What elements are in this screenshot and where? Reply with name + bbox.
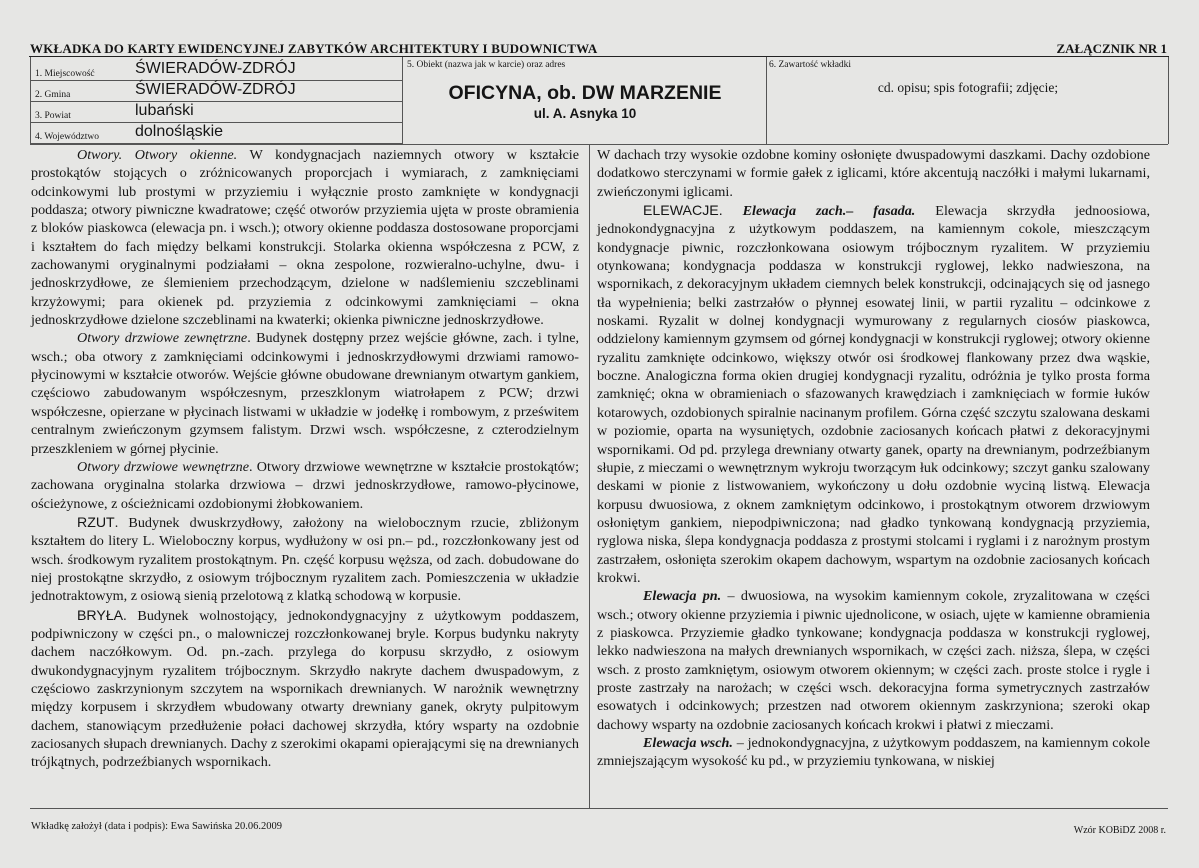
box-border bbox=[30, 57, 31, 144]
section-title: ELEWACJE. bbox=[643, 202, 723, 219]
paragraph-interior-doors bbox=[31, 458, 579, 513]
field-label: 2. Gmina bbox=[35, 90, 71, 100]
field-label: 1. Miejscowość bbox=[35, 69, 95, 79]
field-district bbox=[30, 102, 402, 123]
field-label: 3. Powiat bbox=[35, 111, 71, 121]
box-border bbox=[30, 808, 1168, 809]
box-border bbox=[402, 57, 403, 144]
paragraph-plan bbox=[31, 513, 579, 606]
paragraph-north-elevation bbox=[597, 587, 1150, 734]
paragraph-west-elevation bbox=[597, 201, 1150, 587]
object-name: OFICYNA, ob. DW MARZENIE bbox=[448, 82, 722, 104]
field-label: 4. Województwo bbox=[35, 132, 99, 142]
section-title: Elewacja wsch. bbox=[643, 735, 733, 751]
section-title: Otwory. bbox=[77, 147, 123, 163]
field-commune bbox=[30, 81, 402, 102]
paragraph-text: . Otwory drzwiowe wewnętrzne w kształcie prostokątów; zachowana oryginalna stolarka drzwiowa – drzwi jednoskrzydłowe, ramowo-płycinowe, ościeżynowe, z ościeżnicami ozdobionymi żłobkowaniem. bbox=[31, 458, 579, 512]
paragraph-text: . Budynek dostępny przez wejście główne, zach. i tylne, wsch.; oba otwory z zamknięciami odcinkowymi i jednoskrzydłowymi drzwiami ramowo-płycinowymi w kształcie otworów. Wejście główne obudowane drewnianym otwartym gankiem, częściowo zabudowanym współczesnym, przeszklonym wiatrołapem z PCW; drzwi współczesne, opierzane w płycinach listwami w układzie w jodełkę i rombowym, z prześwitem centralnym zwieńczonym gzymsem falistym. Drzwi wsch. współczesne, z czterodzielnym przeszkleniem w górnej płycinie. bbox=[31, 330, 580, 457]
description-left-column bbox=[31, 146, 579, 772]
object-address: ul. A. Asnyka 10 bbox=[533, 106, 637, 121]
section-title: RZUT bbox=[77, 513, 115, 530]
field-voivodeship bbox=[30, 123, 402, 144]
section-title: Elewacja pn. bbox=[643, 588, 722, 605]
field-value: ŚWIERADÓW-ZDRÓJ bbox=[135, 60, 296, 77]
section-subtitle: Otwory okienne. bbox=[134, 147, 238, 163]
paragraph-chimneys bbox=[597, 146, 1150, 201]
sheet-title: WKŁADKA DO KARTY EWIDENCYJNEJ ZABYTKÓW ARCHITEKTURY I BUDOWNICTWA bbox=[30, 41, 598, 56]
contents-label: 6. Zawartość wkładki bbox=[769, 60, 852, 70]
paragraph-exterior-doors bbox=[31, 329, 579, 457]
box-border bbox=[766, 57, 767, 144]
paragraph-text: – jednokondygnacyjna, z użytkowym poddaszem, na kamiennym cokole zmniejszającym wysokość ku pd., w przyziemiu tynkowana, w niskiej bbox=[597, 735, 1151, 770]
paragraph-text: Elewacja skrzydła jednoosiowa, jednokondygnacyjna z użytkowym poddaszem, na kamiennym cokole, mieszczącym kondygnacje piwnic, rozczłonkowana osiowym trójbocznym ryzalitem. W przyziemiu otynkowana; kondygnacja poddasza w konstrukcji ryglowej, lekko nadwieszona, na wspornikach, z dekoracyjnym układem ciemnych belek konstrukcji, odcinających się od jasnego tła wypełnienia; belki zastrzałów o płynnej esowatej linii, w partii ryzalitu – odcinkowe z noskami. Ryzalit w dolnej kondygnacji wymurowany z regularnych ciosów piaskowca, oddzielony kamiennym gzymsem od górnej kondygnacji w konstrukcji ryglowej; otwory okienne ryzalitu zamknięte odcinkowo, większy otwór osi środkowej flankowany przez dwa wąskie, boczne. Analogiczna forma okien drugiej kondygnacji ryzalitu, odróżnia je tylko prosta forma zamknięć; okna w obramieniach o sfazowanych krawędziach i zamknięciach w formie łuków kotarowych, ozdobionych spiralnie nacinanym profilem. Górna część szczytu szalowana deskami w poziomie, oparta na wysuniętych, ozdobnie zaciosanych końcach płatwi z dekoracyjnymi wspornikami. Od pd. przylega drewniany otwarty ganek, oparty na drewnianym, podrzeźbianym słupie, z mieczami o wewnętrznym wykroju tworzącym łuk odcinkowy; szczyt ganku szalowany deskami w pionie z listwowaniem, wykończony u dołu ozdobnie wyciną listwą. Elewacja korpusu dwuosiowa, z oknem zamkniętym odcinkowo, i prostokątnym otworem drzwiowym osłoniętym gankiem, niepodpiwniczona; nad gładko tynkowaną kondygnacją przyziemia, ryglowa niska, ślepa kondygnacja poddasza z prostymi stolcami i ryglami i z narożnym prostym zastrzałem, osłonięta szerokim okapem dachowym, wspartym na ozdobnie zaciosanych końcach krokwi. bbox=[597, 203, 1150, 586]
paragraph-window-openings bbox=[31, 146, 579, 329]
section-subtitle: Elewacja zach.– fasada. bbox=[742, 203, 916, 220]
section-title: Otwory drzwiowe zewnętrzne bbox=[77, 330, 248, 347]
paragraph-east-elevation bbox=[597, 734, 1150, 771]
object-label: 5. Obiekt (nazwa jak w karcie) oraz adres bbox=[407, 60, 566, 70]
paragraph-text: . Budynek wolnostojący, jednokondygnacyjny z użytkowym poddaszem, podpiwniczony w części pn., o malowniczej rozczłonkowanej bryle. Korpus budynku nakryty dachem naczółkowym. Od. pn.-zach. przylega do korpusu skrzydło, z osiowym dwukondygnacyjnym ryzalitem trójbocznym. Skrzydło nakryte dachem dwuspadowym, z częściowo zaskrzynionym szczytem na wspornikach drewnianych. W narożnik wewnętrzny między korpusem i skrzydłem wbudowany otwarty drewniany ganek, okryty pulpitowym dachem, stanowiącym przedłużenie połaci dachowej skrzydła, który wsparty na ozdobnie zaciosanych słupach drewnianych. Dachy z szerokimi okapami opierającymi się na drewnianych trójkątnych, podrzeźbianych wspornikach. bbox=[31, 607, 579, 771]
attachment-number: ZAŁĄCZNIK NR 1 bbox=[1056, 41, 1167, 56]
header-rule bbox=[29, 56, 1169, 57]
paragraph-massing bbox=[31, 606, 579, 772]
paragraph-text: . Budynek dwuskrzydłowy, założony na wielobocznym rzucie, zbliżonym kształtem do litery L. Wieloboczny korpus, wydłużony w osi pn.– pd., rozczłonkowany jest od wsch. środkowym ryzalitem prostokątnym. Pn. część korpusu węższa, od zach. dobudowane do niej prostokątne skrzydło, z osiowym trójbocznym ryzalitem zach. Pomieszczenia w układzie jednotraktowym, z osiową sienią przelotową z klatką schodową w korpusie. bbox=[31, 514, 579, 605]
field-value: lubański bbox=[135, 102, 194, 119]
form-template-id: Wzór KOBiDZ 2008 r. bbox=[1073, 825, 1166, 836]
paragraph-text: W dachach trzy wysokie ozdobne kominy osłonięte dwuspadowymi daszkami. Dachy ozdobione dodatkowo sterczynami w formie gałek z iglicami, które akcentują naczółki i małymi lukarnami, zwieńczonymi iglicami. bbox=[597, 147, 1150, 200]
paragraph-text: – dwuosiowa, na wysokim kamiennym cokole, zryzalitowana w części wsch.; otwory okienne przyziemia i piwnic ujednolicone, w osiach, ujęte w kamienne obramienia z piaskowca. Przyziemie gładko tynkowane; kondygnacja poddasza w konstrukcji ryglowej, lekko nadwieszona na małych drewnianych wspornikach, w części zach. niższa, ślepa, w części wsch. z prosto zamkniętym, osiowym otworem okiennym; w części zach. proste stolce i rygle i proste zastrzały na narożach; w części wsch. dekoracyjna forma symetrycznych zastrzałów esowatych i odcinkowych; przestzen nad otworem okiennym zaskrzyniona; szeroki okap dachowy wsparty na ozdobnie zaciosanych końcach krokwi i płatwi z mieczami. bbox=[597, 588, 1150, 733]
box-border bbox=[1168, 57, 1169, 144]
field-value: ŚWIERADÓW-ZDRÓJ bbox=[135, 81, 296, 98]
paragraph-text: W kondygnacjach naziemnych otwory w kształcie prostokątów stojących o zróżnicowanych proporcjach i wymiarach, z zamknięciami odcinkowymi lub prostymi w przyziemiu i wyłącznie prosto zamknięte w kondygnacji poddasza; otwory piwniczne kwadratowe; część otworów przyziemia ujęta w proste obramienia z bloków piaskowca (elewacja pn. i wsch.); otwory okienne poddasza dostosowane proporcjami i kształtem do fach między belkami konstrukcji. Stolarka okienna współczesna z PCW, z zachowanymi oryginalnymi podziałami – okna zespolone, rozwieralno-uchylne, dwu- i jednoskrzydłowe, ze ślemieniem przechodzącym, dzielone w nadślemieniu szczeblinami krzyżowymi; para okienek pd. przyziemia z odcinkowymi zamknięciami – okna jednoskrzydłowe dzielone szczeblinami na kwaterki; okienka piwniczne jednoskrzydłowe. bbox=[31, 147, 579, 329]
column-divider bbox=[589, 145, 590, 808]
field-value: dolnośląskie bbox=[135, 123, 224, 140]
author-signature-line: Wkładkę założył (data i podpis): Ewa Sawińska 20.06.2009 bbox=[31, 821, 283, 832]
contents-value: cd. opisu; spis fotografii; zdjęcie; bbox=[877, 80, 1059, 95]
field-locality bbox=[30, 60, 402, 81]
section-title: Otwory drzwiowe wewnętrzne bbox=[77, 458, 249, 475]
section-title: BRYŁA bbox=[77, 606, 124, 623]
description-right-column bbox=[597, 146, 1150, 771]
box-border bbox=[30, 144, 1168, 145]
